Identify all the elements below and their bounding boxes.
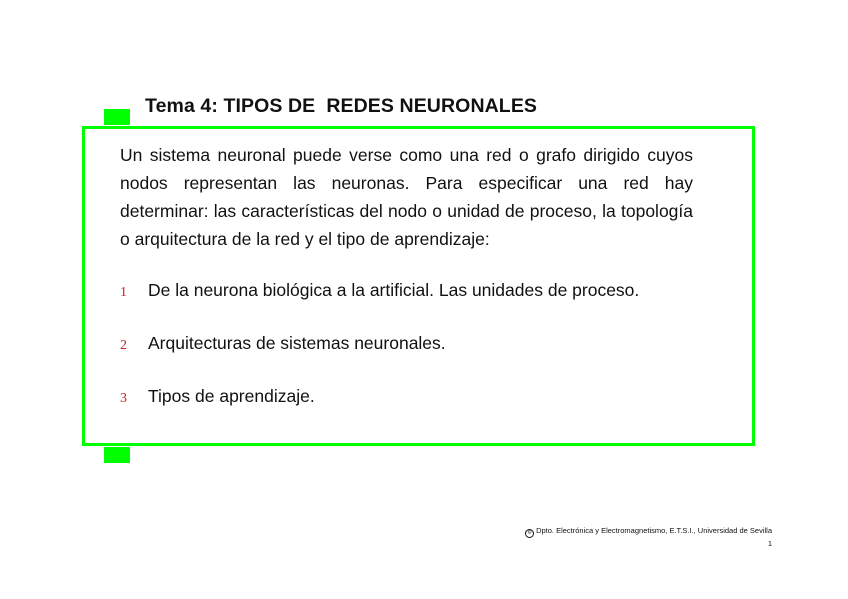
- list-item-number: 2: [120, 338, 127, 353]
- footer-credit: Dpto. Electrónica y Electromagnetismo, E.T.S.I., Universidad de Sevilla: [536, 526, 772, 535]
- copyright-icon: ©: [525, 529, 534, 538]
- list-item-text: De la neurona biológica a la artificial. Las unidades de proceso.: [148, 280, 640, 300]
- list-item-text: Tipos de aprendizaje.: [148, 386, 315, 406]
- list-item-text: Arquitecturas de sistemas neuronales.: [148, 333, 446, 353]
- intro-paragraph: Un sistema neuronal puede verse como una red o grafo dirigido cuyos nodos representan las neuronas. Para especificar una red hay determinar: las características del nodo o unidad de proceso, la topología o arquitectura de la red y el tipo de aprendizaje:: [120, 145, 693, 249]
- green-tab-top: [104, 109, 130, 125]
- list-item: [120, 280, 639, 301]
- green-tab-bottom: [104, 447, 130, 463]
- list-item-number: 3: [120, 391, 127, 406]
- slide-title: Tema 4: TIPOS DE REDES NEURONALES: [145, 95, 538, 117]
- list-item: [120, 333, 446, 354]
- footer: [525, 525, 772, 550]
- list-item: [120, 386, 315, 407]
- list-item-number: 1: [120, 285, 127, 300]
- page-number: 1: [767, 539, 772, 548]
- footer-credit-line: [525, 525, 772, 538]
